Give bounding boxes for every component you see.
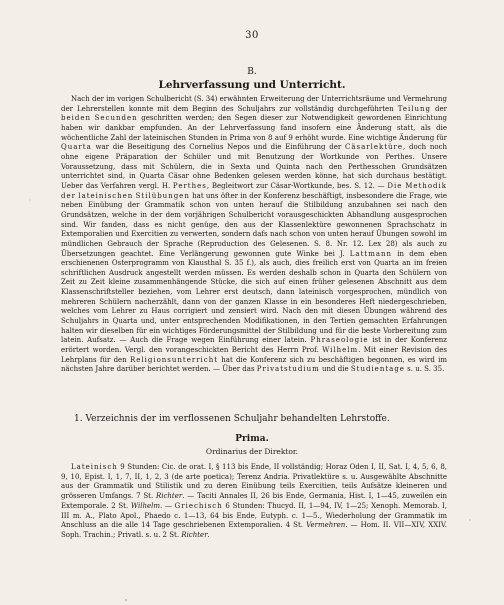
body-text-run: s. u. S. 35. (404, 365, 445, 374)
body-paragraph-text (61, 95, 447, 375)
prima-text-run: 9 Stunden: Cic. de orat. I, § 113 bis Ende, II vollständig; Horaz Oden I, II, Sat. I, 4, 5, 6, 8, 9, 10, Epist. I, 1, 7, II, 1, 2, 3 (de arte poetica); Terenz Andria. Privatlektüre s. u. Ausgewählte Abschnitte aus der Grammatik und Stilistik und zu deren Einübung teils Exercitien, teils Aufsätze kleineren und grösseren Umfangs. 7 St. (61, 463, 447, 501)
body-text-run: Religionsunterricht (129, 355, 219, 364)
page-number: 30 (245, 30, 259, 41)
body-text-run: war die Beseitigung des Cornelius Nepos und die Einführung der (91, 143, 345, 152)
prima-text-run: Griechisch (174, 501, 223, 510)
body-text-run: Cäsarlektüre (344, 143, 404, 152)
bleed-through-text (60, 58, 440, 67)
body-text-run: Methodik (405, 181, 447, 190)
body-text-run: hat die Konferenz sich zu beschäftigen begonnen, es wird im nächsten Jahre darüber berichtet werden. — Über das (61, 355, 447, 374)
body-text-run: Perthes (172, 181, 207, 190)
body-text-run: hat uns öfter in der Konferenz beschäftigt, insbesondere die Frage, wie neben Einübung der Grammatik schon von unten herauf die Stilbildung anzubahnen sei nach den Grundsätzen, welche in der dem vorjährigen Schulbericht vorausgeschickten Abhandlung ausgesprochen sind. Wir fanden, dass es nicht genüge, den aus der Klassenlektüre gewonnenen Sprachschatz in Extemporalien und Exercitien zu verwerten, sondern dafs nach schon von unten herauf Übungen sowohl im mündlichen Gebrauch der Sprache (Reproduction des Gelesenen. S. 8. Nr. 12. Lex 28) als auch zu Übersetzungen geachtet. Eine Verlängerung gewonnen gute Winke bei J. (61, 191, 447, 258)
body-text-run: Teilung (397, 104, 431, 113)
body-text-run: Nach der im vorigen Schulbericht (S. 34) erwähnten Erweiterung der Unterrichtsräume und Vermehrung der Lehrerstellen konnte mit dem Beginn des Schuljahrs zur vollständig durchgeführten (61, 95, 447, 113)
section-letter: B. (247, 67, 257, 77)
teacher-line: Ordinarius der Direktor. (205, 447, 299, 456)
prima-text-run: . — (160, 501, 175, 510)
prima-text-run: . (207, 530, 210, 539)
body-text-run: , Begleitwort zur Cäsar-Wortkunde, bes. S. 12. — (206, 181, 388, 190)
body-text-run: in dem eben erschienenen Osterprogramm von Klausthal S. 35 f.), als auch, dies freilich erst von Quarta an im freien schriftlichen Ausdruck angestellt werden müssen. Es werden deshalb schon in Quarta den Schülern von Zeit zu Zeit kleine zusammenhängende Stücke, die sich auf einen früher gelesenen Abschnitt aus dem Klassenschriftsteller beziehen, vom Lehrer erst deutsch, dann lateinisch vorgesprochen, mündlich von mehreren Schülern nacherzählt, dann von der ganzen Klasse in ein besonderes Heft niedergeschrieben, welches vom Lehrer zu Haus corrigiert und zensiert wird. Nach den mit diesen Übungen während des Schuljahrs in Quarta und, unter entsprechenden Modifikationen, in den Tertien gemachten Erfahrungen halten wir dieselben für ein wichtiges Förderungsmittel der Stilbildung und für die beste Vorbereitung zum latein. Aufsatz. — Auch die Frage wegen Einführung einer latein. (61, 249, 447, 345)
body-text-run: Quarta (61, 143, 92, 152)
class-title: Prima. (235, 434, 269, 444)
prima-text-run: Wilhelm (130, 501, 160, 510)
prima-text-run: . — Hom. II. VII—XIV, XXIV. Soph. Trachin.; Privatl. s. u. 2 St. (61, 521, 447, 539)
prima-text-run: Richter (155, 492, 183, 501)
prima-text-run: Richter (181, 530, 208, 539)
prima-text-run: Lateinisch (71, 463, 118, 471)
body-text-run: der (431, 104, 447, 113)
body-text-run: beiden (61, 114, 91, 123)
prima-text-run: . — Taciti Annales II, 26 bis Ende, Germania, Hist. I, 1—45, zuweilen ein Extemporale. 2 St. (61, 492, 447, 510)
body-text-run: Privatstudium (256, 365, 320, 374)
prima-text-run: 6 Stunden: Thucyd. II, 1—94, IV, 1—25; Xenoph. Memorab. I, III m. A., Plato Apol., Phaedo c. 1—13, 64 bis Ende, Eutyph. c. 1—5., Wiederholung der Grammatik im Anschluss an die alle 14 Tage geschriebenen Extemporalien. 4 St. (61, 501, 448, 530)
subsection-heading: 1. Verzeichnis der im verflossenen Schuljahr behandelten Lehrstoffe. (74, 414, 390, 424)
body-text-run: der (61, 191, 76, 200)
body-text-run: , doch noch ohne eigene Präparation der Schüler und mit Benutzung der Wortkunde von Perthes. Unsere Voraussetzung, dass mit Schülern, die in Sexta und Quinta nach den Perthesschen Grundsätzen unterrichtet sind, in Quarta Cäsar ohne Bedenken gelesen werden könne, hat sich durchaus bestätigt. Ueber das Verfahren vergl. H. (61, 143, 447, 190)
body-text-run: Phraseologie (310, 336, 369, 345)
body-text-run: . Mit einer Revision des Lehrplans für den (61, 346, 447, 364)
body-text-run: Studientage (350, 365, 405, 374)
prima-paragraph (61, 463, 447, 541)
body-text-run: Lattmann (349, 249, 393, 258)
prima-paragraph-text (61, 463, 447, 541)
body-paragraph (61, 95, 447, 375)
body-text-run: Secunden (94, 114, 138, 123)
prima-text-run: Vermehren (306, 521, 346, 530)
body-text-run: Wilhelm (322, 346, 359, 355)
body-text-run: geschritten werden; den Segen dieser zur Notwendigkeit gewordenen Einrichtung haben wir dankbar empfunden. An der Lehrverfassung fand insofern eine Änderung statt, als die wöchentliche Zahl der lateinischen Stunden in Prima von 8 auf 9 erhöht wurde. Eine wichtige Änderung für (61, 114, 447, 142)
body-text-run: lateinischen (78, 191, 134, 200)
body-text-run: und die (319, 365, 351, 374)
section-title: Lehrverfassung und Unterricht. (158, 79, 346, 91)
body-text-run: Die (387, 181, 403, 190)
body-text-run: Stilübungen (135, 191, 190, 200)
body-text-run: ist in der Konferenz erörtert worden. Vergl. den vorangeschickten Bericht des Herrn Prof. (61, 336, 447, 355)
